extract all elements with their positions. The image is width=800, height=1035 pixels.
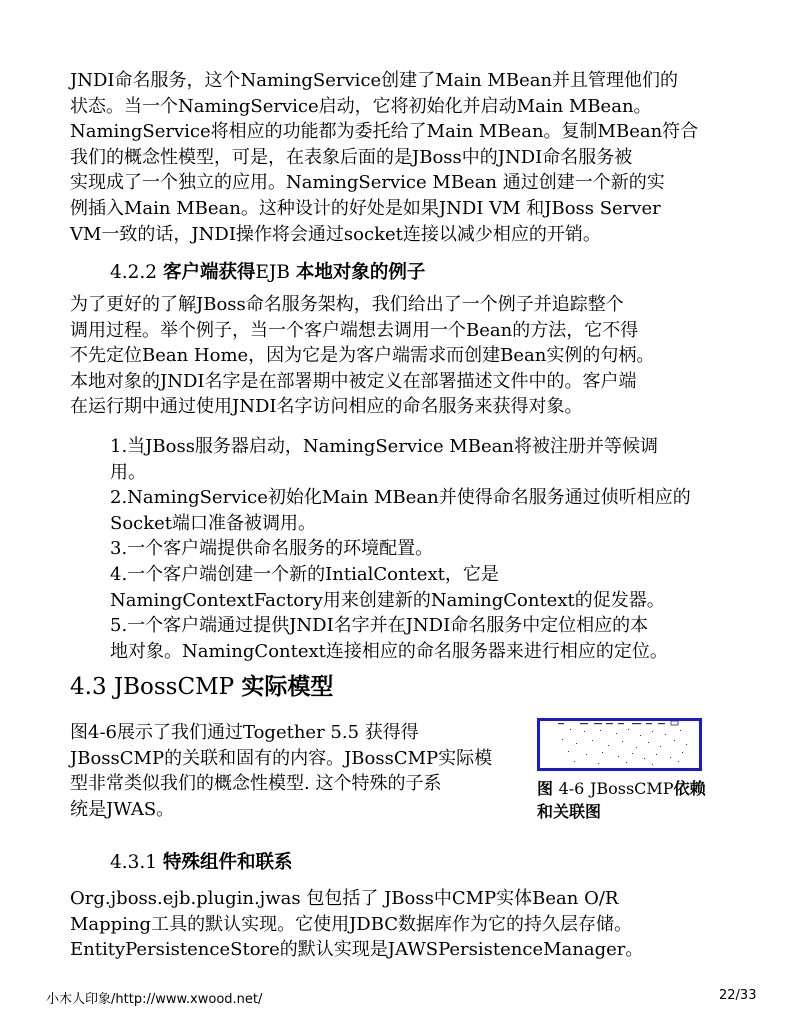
text-line: NamingService将相应的功能都为委托给了Main MBean。复制MBean符合 — [70, 121, 699, 143]
section-number: 4.3.1 — [110, 852, 158, 873]
caption-text: 依赖 — [673, 779, 706, 798]
paragraph-jwas-package — [70, 886, 643, 963]
caption-number: 4-6 — [558, 779, 585, 798]
section-title: 客户端获得 — [162, 262, 256, 283]
caption-line — [537, 777, 727, 800]
section-title: 实际模型 — [241, 674, 334, 700]
figure-4-6-thumbnail — [537, 718, 702, 771]
list-item: 2.NamingService初始化Main MBean并使得命名服务通过侦听相应的 — [110, 487, 691, 509]
paragraph-jndi-naming-service — [70, 68, 698, 247]
section-heading-4-2-2 — [110, 258, 425, 284]
text-line: JBossCMP的关联和固有的内容。JBossCMP实际模 — [70, 747, 493, 769]
text-line: 在运行期中通过使用JNDI名字访问相应的命名服务来获得对象。 — [70, 396, 583, 418]
section-title: 特殊组件和联系 — [162, 852, 293, 873]
caption-line-2: 和关联图 — [537, 802, 602, 821]
list-item: 3.一个客户端提供命名服务的环境配置。 — [110, 538, 434, 560]
list-item: 用。 — [110, 461, 146, 483]
caption-latin: JBossCMP — [589, 779, 674, 798]
text-line: 型非常类似我们的概念性模型. 这个特殊的子系 — [70, 773, 442, 795]
text-line: JNDI命名服务，这个NamingService创建了Main MBean并且管理他们的 — [70, 70, 679, 91]
caption-label: 图 — [537, 779, 554, 798]
text-line: Mapping工具的默认实现。它使用JDBC数据库作为它的持久层存储。 — [70, 913, 633, 935]
text-line: 实现成了一个独立的应用。NamingService MBean 通过创建一个新的实 — [70, 172, 665, 194]
paragraph-jbosscmp — [70, 720, 492, 822]
list-item: 地对象。NamingContext连接相应的命名服务器来进行相应的定位。 — [110, 640, 668, 662]
section-heading-4-3 — [70, 668, 333, 701]
text-line: 统是JWAS。 — [70, 798, 175, 820]
section-title-latin: EJB — [255, 262, 291, 283]
list-item: Socket端口准备被调用。 — [110, 512, 317, 534]
text-line: 为了更好的了解JBoss命名服务架构，我们给出了一个例子并追踪整个 — [70, 294, 624, 315]
text-line: 我们的概念性模型，可是，在表象后面的是JBoss中的JNDI命名服务被 — [70, 146, 633, 168]
figure-caption — [537, 777, 727, 823]
footer-page-number: 22/33 — [719, 988, 757, 1003]
list-item: 1.当JBoss服务器启动，NamingService MBean将被注册并等候调 — [110, 436, 658, 457]
numbered-steps — [110, 434, 691, 664]
section-number: 4.2.2 — [110, 262, 158, 283]
text-line: Org.jboss.ejb.plugin.jwas 包包括了 JBoss中CMP实体Bean O/R — [70, 888, 619, 909]
text-line: 不先定位Bean Home，因为它是为客户端需求而创建Bean实例的句柄。 — [70, 345, 655, 367]
list-item: 4.一个客户端创建一个新的IntialContext，它是 — [110, 563, 499, 585]
section-title-latin: JBossCMP — [113, 674, 235, 700]
text-line: 图4-6展示了我们通过Together 5.5 获得得 — [70, 722, 419, 743]
text-line: 调用过程。举个例子，当一个客户端想去调用一个Bean的方法，它不得 — [70, 319, 639, 341]
list-item: 5.一个客户端通过提供JNDI名字并在JNDI命名服务中定位相应的本 — [110, 615, 649, 637]
section-title: 本地对象的例子 — [295, 262, 426, 283]
text-line: VM一致的话，JNDI操作将会通过socket连接以减少相应的开销。 — [70, 223, 601, 245]
paragraph-naming-example — [70, 292, 654, 420]
text-line: 例插入Main MBean。这种设计的好处是如果JNDI VM 和JBoss Server — [70, 197, 661, 219]
list-item: NamingContextFactory用来创建新的NamingContext的促发器。 — [110, 589, 665, 611]
text-line: 状态。当一个NamingService启动，它将初始化并启动Main MBean。 — [70, 95, 652, 117]
section-number: 4.3 — [70, 674, 107, 700]
footer-site-link: 小木人印象/http://www.xwood.net/ — [46, 992, 263, 1007]
text-line: EntityPersistenceStore的默认实现是JAWSPersistenceManager。 — [70, 939, 644, 961]
dependency-diagram-image — [540, 721, 699, 768]
text-line: 本地对象的JNDI名字是在部署期中被定义在部署描述文件中的。客户端 — [70, 370, 637, 392]
section-heading-4-3-1 — [110, 848, 292, 874]
